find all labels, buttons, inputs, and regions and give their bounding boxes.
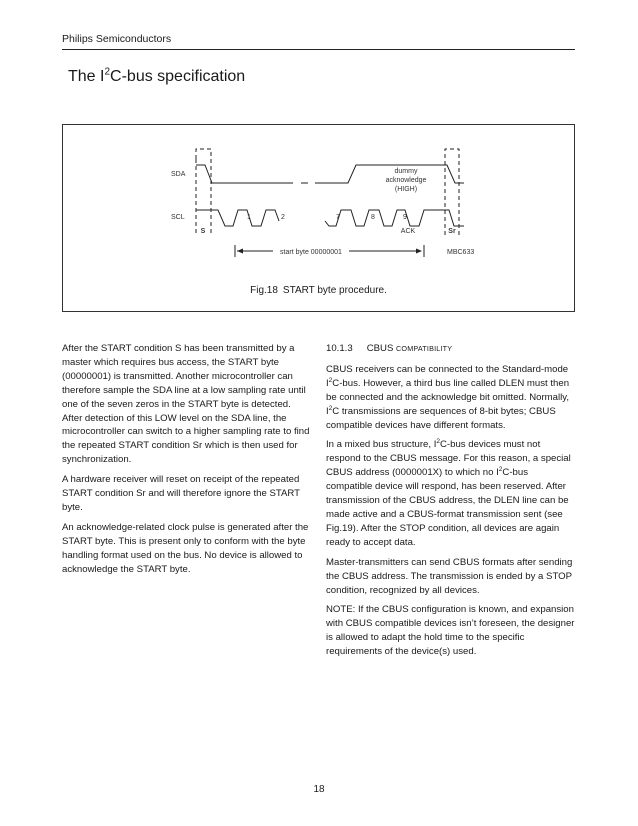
scl-label: SCL [171,214,185,221]
page-title-post: C-bus specification [110,68,246,85]
sda-label: SDA [171,171,186,178]
clock-number-8: 8 [371,214,375,221]
clock-number-1: 1 [247,214,251,221]
left-paragraph-1: After the START condition S has been transmitted by a master which requires bus access, the START byte (00000001) is transmitted. Another microcontroller can therefore sample the SDA line at a low sampling rate until one of the seven zeros in the START byte is detected. After detection of this LOW level on the SDA line, the microcontroller can switch to a higher sampling rate to find the repeated START condition Sr which is then used for synchronization. [62,343,310,466]
header-company: Philips Semiconductors [62,33,172,45]
right-paragraph-3: Master-transmitters can send CBUS formats after sending the CBUS address. The transmission is ended by a STOP condition, recognized by all devices. [326,556,573,596]
ref-code: MBC633 [447,249,475,256]
dummy-ack-line-2: acknowledge [385,177,427,184]
start-byte-label: start byte 00000001 [280,249,342,256]
clock-number-2: 2 [281,214,285,221]
scl-waveform-start [196,210,279,226]
section-heading [326,342,576,356]
right-p1-part-a: CBUS receivers can be connected to the Standard-mode I [326,363,569,389]
ack-label: ACK [400,228,416,235]
right-p1-sup2: 2 [328,404,333,412]
right-p2-sup: 2 [436,438,440,446]
page-number: 18 [313,784,325,795]
left-paragraph-3: An acknowledge-related clock pulse is generated after the START byte. This is present only to conform with the byte handling format used on the bus. No device is allowed to acknowledge the START byte. [62,521,309,575]
right-paragraph-4: NOTE: If the CBUS configuration is known, and expansion with CBUS compatible devices isn’t foreseen, the designer is allowed to adapt the hold time to the specific requirements of the device(s) used. [326,604,575,658]
start-byte-arrow-left [237,249,243,254]
figure-box [62,124,575,312]
page-title-pre: The I [68,68,105,85]
figure-caption-number: Fig.18 [250,285,278,296]
page-title-sup: 2 [104,66,111,78]
scl-waveform-mid [325,210,464,226]
clock-number-7: 7 [336,214,340,221]
dummy-ack-line-1: dummy [394,168,418,175]
right-p2-part-c: C-bus compatible device will respond, has been reserved. After transmission of the CBUS address, the DLEN line can be made active and a CBUS-format transmission sent (see Fig.19). After the STOP condition, all devices are again ready to accept data. [326,467,569,548]
right-p1-part-c: C transmissions are sequences of 8-bit bytes; CBUS compatible devices have different formats. [326,405,556,431]
start-marker: S [200,228,206,235]
right-paragraph-1 [326,363,576,433]
start-box-dash [196,149,211,235]
section-title-cap: CBUS [366,343,397,354]
clock-number-9: 9 [403,214,407,221]
figure-caption-text: START byte procedure. [282,285,387,296]
right-p2-part-a: In a mixed bus structure, I [326,439,437,451]
dummy-ack-line-3: (HIGH) [394,186,418,193]
restart-box-dash [445,149,459,235]
timing-diagram [63,125,574,311]
right-paragraph-2 [326,438,576,549]
right-p2-part-b: C-bus devices must not respond to the CBUS message. For this reason, a special CBUS address (0000001X) to which no I [326,439,571,479]
right-column [326,342,576,665]
right-p1-sup: 2 [328,376,333,384]
left-paragraph-2: A hardware receiver will reset on receipt of the repeated START condition Sr and will therefore ignore the START byte. [62,474,300,513]
right-p1-part-b: C-bus. However, a third bus line called DLEN must then be connected and the acknowledge bit omitted. Normally, I [326,377,570,417]
start-byte-arrow-right [416,249,422,254]
right-p2-sup2: 2 [498,466,503,474]
section-title-smallcaps: COMPATIBILITY [396,344,453,353]
section-number: 10.1.3 [326,343,353,354]
left-column [62,342,312,583]
restart-marker: Sr [448,228,456,235]
header-rule [62,49,575,50]
figure-caption [63,285,574,296]
page-title [68,68,245,86]
